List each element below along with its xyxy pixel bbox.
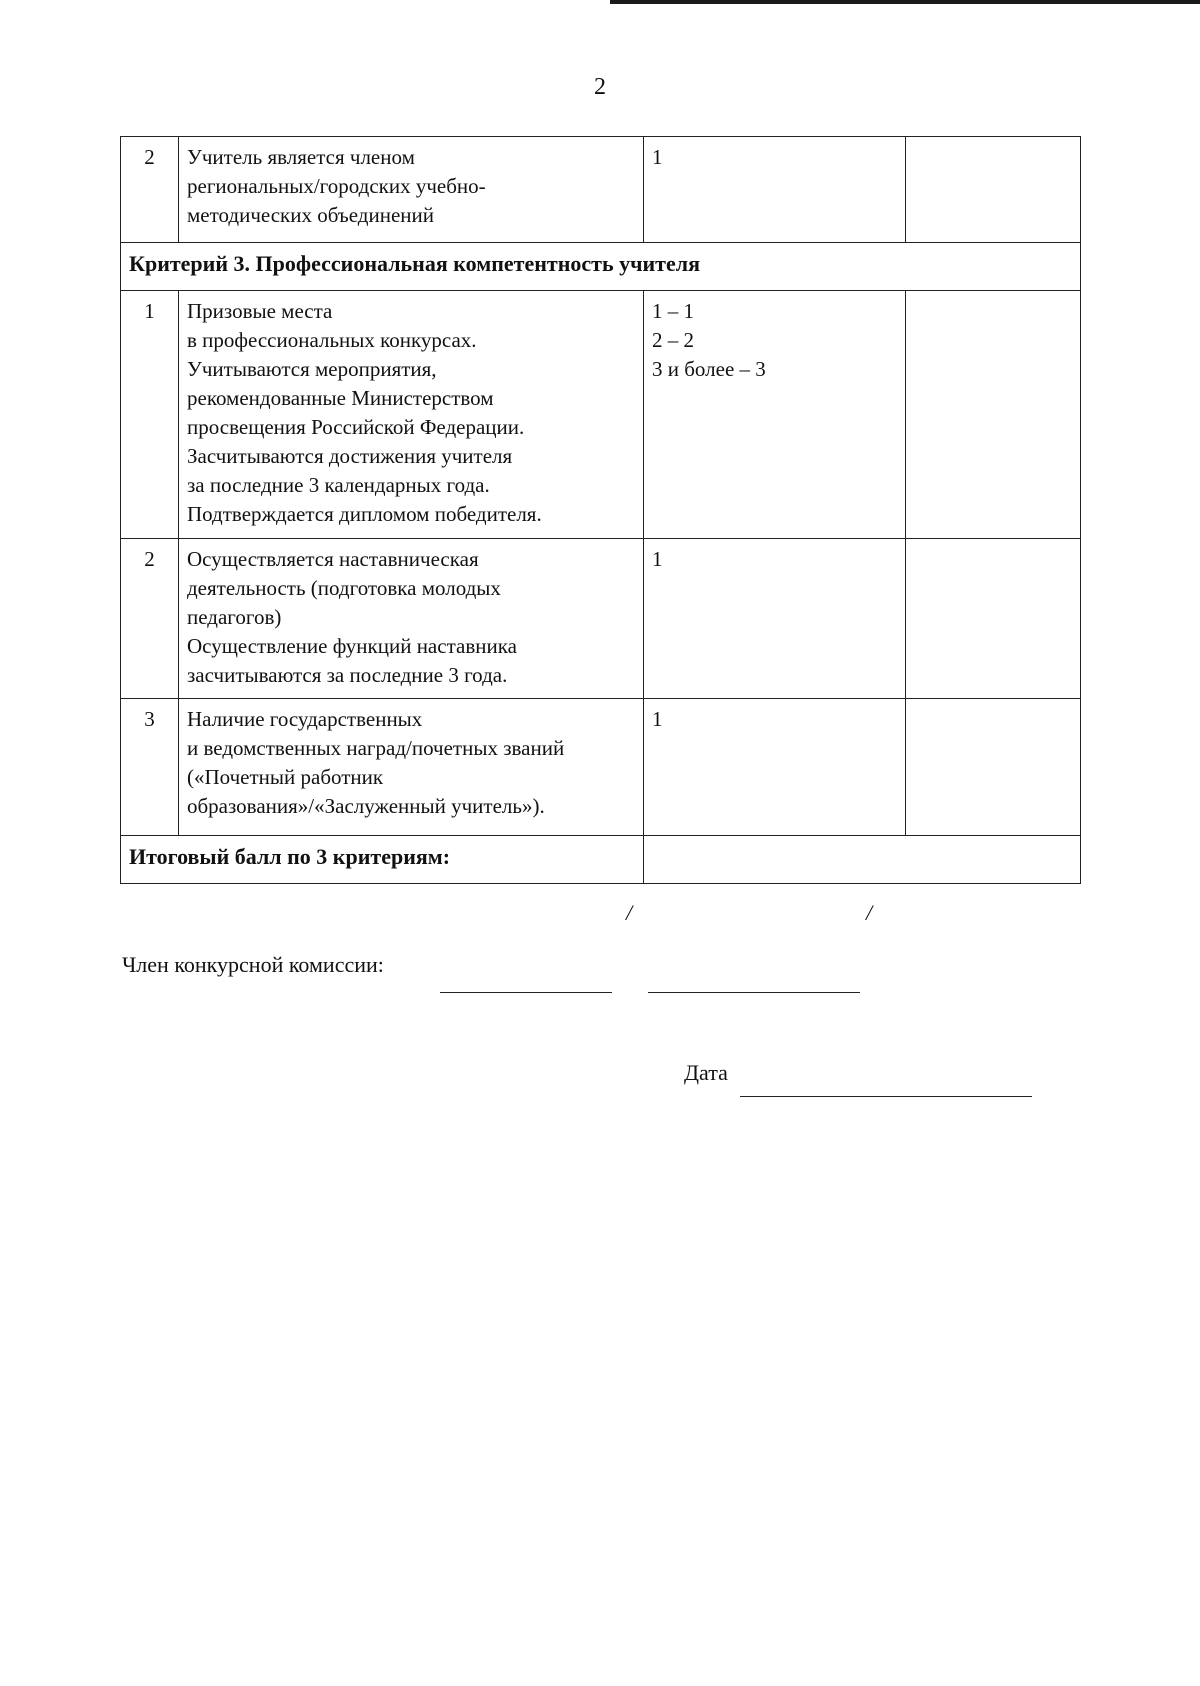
criterion-text: Осуществляется наставническая деятельность (подготовка молодых педагогов) Осуществление функций наставника засчитываются за последние 3 года. (179, 539, 644, 699)
score-cell[interactable] (906, 291, 1081, 539)
section-title: Критерий 3. Профессиональная компетентность учителя (121, 243, 1081, 291)
table-row (121, 137, 1081, 243)
table-row (121, 291, 1081, 539)
criterion-points: 1 – 1 2 – 2 3 и более – 3 (644, 291, 906, 539)
name-line[interactable] (648, 992, 860, 993)
signature-line[interactable] (440, 992, 612, 993)
row-number: 3 (121, 699, 179, 836)
top-border-rule (610, 0, 1200, 4)
score-cell[interactable] (906, 539, 1081, 699)
table-row (121, 539, 1081, 699)
row-number: 2 (121, 539, 179, 699)
date-label: Дата (684, 1060, 728, 1085)
table-row (121, 699, 1081, 836)
criterion-points: 1 (644, 539, 906, 699)
criterion-points: 1 (644, 699, 906, 836)
date-line[interactable] (740, 1096, 1032, 1097)
criterion-text: Наличие государственных и ведомственных наград/почетных званий («Почетный работник образования»/«Заслуженный учитель»). (179, 699, 644, 836)
section-row (121, 243, 1081, 291)
row-number: 2 (121, 137, 179, 243)
criterion-text: Учитель является членом региональных/городских учебно- методических объединений (179, 137, 644, 243)
signature-slash-left: / (626, 900, 633, 925)
total-score-cell[interactable] (644, 836, 1081, 884)
commission-member-label: Член конкурсной комиссии: (122, 952, 384, 977)
criterion-points: 1 (644, 137, 906, 243)
score-cell[interactable] (906, 699, 1081, 836)
total-label: Итоговый балл по 3 критериям: (121, 836, 644, 884)
row-number: 1 (121, 291, 179, 539)
score-cell[interactable] (906, 137, 1081, 243)
page-number: 2 (594, 74, 606, 100)
signature-slash-right: / (866, 900, 873, 925)
criteria-table (120, 136, 1081, 884)
criterion-text: Призовые места в профессиональных конкурсах. Учитываются мероприятия, рекомендованные Министерством просвещения Российской Федерации. Засчитываются достижения учителя за последние 3 календарных года. Подтверждается дипломом победителя. (179, 291, 644, 539)
total-row (121, 836, 1081, 884)
